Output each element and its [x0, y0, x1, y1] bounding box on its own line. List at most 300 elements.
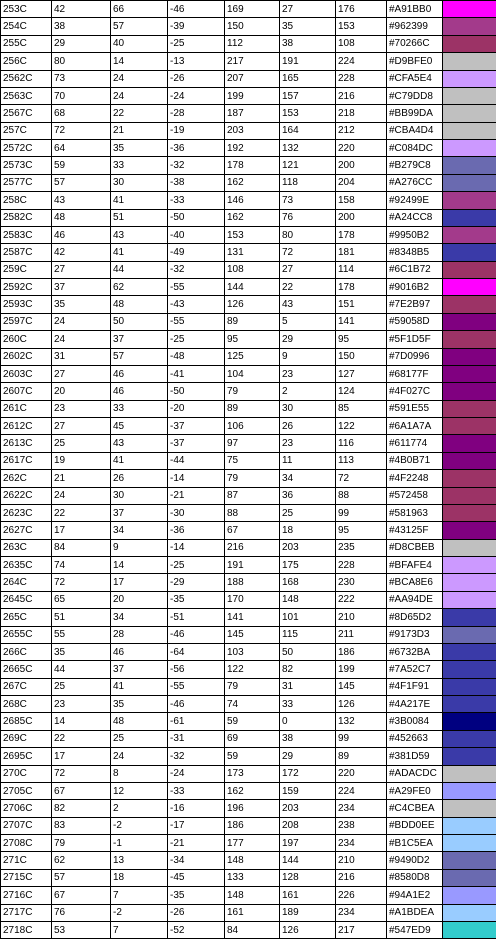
color-swatch	[443, 157, 496, 174]
table-row	[1, 35, 496, 52]
rgb-blue-cell: 204	[336, 174, 387, 191]
color-code-cell: 2617C	[1, 452, 52, 469]
hex-code-cell: #452663	[387, 730, 443, 747]
rgb-green-cell: 27	[280, 261, 336, 278]
color-swatch	[443, 383, 496, 400]
color-code-cell: 2706C	[1, 800, 52, 817]
lab-a-cell: 22	[111, 105, 168, 122]
rgb-green-cell: 132	[280, 140, 336, 157]
lab-b-cell: -40	[168, 226, 225, 243]
lab-b-cell: -32	[168, 157, 225, 174]
color-swatch	[443, 105, 496, 122]
lab-a-cell: 20	[111, 591, 168, 608]
lab-l-cell: 19	[52, 452, 111, 469]
lab-l-cell: 65	[52, 591, 111, 608]
rgb-red-cell: 104	[225, 365, 280, 382]
rgb-green-cell: 29	[280, 331, 336, 348]
rgb-red-cell: 59	[225, 713, 280, 730]
rgb-green-cell: 72	[280, 244, 336, 261]
rgb-red-cell: 145	[225, 626, 280, 643]
lab-l-cell: 51	[52, 609, 111, 626]
table-row	[1, 400, 496, 417]
rgb-blue-cell: 127	[336, 365, 387, 382]
hex-code-cell: #7A52C7	[387, 661, 443, 678]
rgb-blue-cell: 230	[336, 574, 387, 591]
lab-l-cell: 46	[52, 226, 111, 243]
hex-code-cell: #4B0B71	[387, 452, 443, 469]
lab-a-cell: 48	[111, 296, 168, 313]
rgb-red-cell: 188	[225, 574, 280, 591]
rgb-green-cell: 23	[280, 365, 336, 382]
lab-l-cell: 17	[52, 522, 111, 539]
rgb-red-cell: 144	[225, 279, 280, 296]
hex-code-cell: #7D0996	[387, 348, 443, 365]
color-swatch	[443, 522, 496, 539]
color-code-cell: 2716C	[1, 887, 52, 904]
rgb-green-cell: 26	[280, 418, 336, 435]
color-swatch	[443, 869, 496, 886]
table-row	[1, 696, 496, 713]
table-row	[1, 904, 496, 921]
lab-a-cell: 37	[111, 661, 168, 678]
color-code-cell: 257C	[1, 122, 52, 139]
rgb-red-cell: 126	[225, 296, 280, 313]
rgb-blue-cell: 234	[336, 904, 387, 921]
rgb-blue-cell: 234	[336, 835, 387, 852]
rgb-green-cell: 38	[280, 35, 336, 52]
lab-a-cell: 25	[111, 730, 168, 747]
lab-b-cell: -36	[168, 140, 225, 157]
lab-a-cell: 46	[111, 365, 168, 382]
lab-l-cell: 80	[52, 53, 111, 70]
hex-code-cell: #4A217E	[387, 696, 443, 713]
lab-l-cell: 83	[52, 817, 111, 834]
lab-b-cell: -64	[168, 643, 225, 660]
hex-code-cell: #6732BA	[387, 643, 443, 660]
color-swatch	[443, 35, 496, 52]
color-swatch	[443, 574, 496, 591]
rgb-green-cell: 121	[280, 157, 336, 174]
table-row	[1, 383, 496, 400]
color-swatch	[443, 887, 496, 904]
lab-a-cell: 12	[111, 782, 168, 799]
color-code-cell: 266C	[1, 643, 52, 660]
hex-code-cell: #BCA8E6	[387, 574, 443, 591]
rgb-green-cell: 33	[280, 696, 336, 713]
rgb-blue-cell: 220	[336, 140, 387, 157]
rgb-red-cell: 89	[225, 400, 280, 417]
color-code-cell: 264C	[1, 574, 52, 591]
table-row	[1, 626, 496, 643]
color-code-cell: 258C	[1, 192, 52, 209]
hex-code-cell: #68177F	[387, 365, 443, 382]
table-row	[1, 18, 496, 35]
color-swatch	[443, 174, 496, 191]
rgb-green-cell: 34	[280, 470, 336, 487]
lab-a-cell: 24	[111, 70, 168, 87]
lab-l-cell: 82	[52, 800, 111, 817]
hex-code-cell: #BB99DA	[387, 105, 443, 122]
lab-a-cell: 17	[111, 574, 168, 591]
color-swatch	[443, 452, 496, 469]
lab-b-cell: -55	[168, 313, 225, 330]
rgb-blue-cell: 228	[336, 557, 387, 574]
lab-a-cell: 57	[111, 348, 168, 365]
rgb-green-cell: 31	[280, 678, 336, 695]
table-row	[1, 226, 496, 243]
rgb-green-cell: 80	[280, 226, 336, 243]
color-table-body	[1, 1, 496, 939]
rgb-blue-cell: 210	[336, 609, 387, 626]
lab-l-cell: 55	[52, 626, 111, 643]
lab-b-cell: -48	[168, 348, 225, 365]
table-row	[1, 522, 496, 539]
table-row	[1, 470, 496, 487]
lab-a-cell: 24	[111, 748, 168, 765]
color-swatch	[443, 70, 496, 87]
rgb-blue-cell: 211	[336, 626, 387, 643]
rgb-green-cell: 0	[280, 713, 336, 730]
rgb-red-cell: 87	[225, 487, 280, 504]
lab-a-cell: 37	[111, 331, 168, 348]
lab-b-cell: -52	[168, 921, 225, 938]
rgb-green-cell: 191	[280, 53, 336, 70]
lab-b-cell: -51	[168, 609, 225, 626]
lab-l-cell: 73	[52, 70, 111, 87]
lab-b-cell: -37	[168, 435, 225, 452]
rgb-blue-cell: 141	[336, 313, 387, 330]
rgb-red-cell: 122	[225, 661, 280, 678]
lab-l-cell: 68	[52, 105, 111, 122]
lab-a-cell: 57	[111, 18, 168, 35]
rgb-green-cell: 208	[280, 817, 336, 834]
lab-l-cell: 25	[52, 435, 111, 452]
color-swatch	[443, 609, 496, 626]
color-swatch	[443, 470, 496, 487]
hex-code-cell: #4F2248	[387, 470, 443, 487]
lab-a-cell: 35	[111, 696, 168, 713]
lab-a-cell: 51	[111, 209, 168, 226]
color-code-cell: 2613C	[1, 435, 52, 452]
rgb-red-cell: 89	[225, 313, 280, 330]
lab-l-cell: 67	[52, 782, 111, 799]
lab-l-cell: 62	[52, 852, 111, 869]
hex-code-cell: #9950B2	[387, 226, 443, 243]
color-swatch	[443, 487, 496, 504]
table-row	[1, 140, 496, 157]
lab-l-cell: 14	[52, 713, 111, 730]
hex-code-cell: #70266C	[387, 35, 443, 52]
hex-code-cell: #D9BFE0	[387, 53, 443, 70]
rgb-blue-cell: 95	[336, 522, 387, 539]
rgb-blue-cell: 85	[336, 400, 387, 417]
lab-a-cell: 45	[111, 418, 168, 435]
color-code-cell: 2587C	[1, 244, 52, 261]
rgb-blue-cell: 212	[336, 122, 387, 139]
lab-b-cell: -34	[168, 852, 225, 869]
lab-a-cell: 46	[111, 643, 168, 660]
lab-l-cell: 44	[52, 661, 111, 678]
color-swatch	[443, 782, 496, 799]
color-code-cell: 2593C	[1, 296, 52, 313]
lab-b-cell: -35	[168, 887, 225, 904]
rgb-red-cell: 79	[225, 678, 280, 695]
color-code-cell: 2602C	[1, 348, 52, 365]
color-code-cell: 267C	[1, 678, 52, 695]
hex-code-cell: #4F027C	[387, 383, 443, 400]
color-swatch	[443, 904, 496, 921]
table-row	[1, 331, 496, 348]
rgb-green-cell: 189	[280, 904, 336, 921]
hex-code-cell: #6C1B72	[387, 261, 443, 278]
hex-code-cell: #43125F	[387, 522, 443, 539]
color-code-cell: 2572C	[1, 140, 52, 157]
color-swatch	[443, 921, 496, 938]
rgb-green-cell: 30	[280, 400, 336, 417]
table-row	[1, 261, 496, 278]
color-swatch	[443, 504, 496, 521]
hex-code-cell: #B1C5EA	[387, 835, 443, 852]
lab-b-cell: -21	[168, 487, 225, 504]
color-swatch	[443, 817, 496, 834]
rgb-blue-cell: 158	[336, 192, 387, 209]
lab-b-cell: -24	[168, 87, 225, 104]
rgb-green-cell: 159	[280, 782, 336, 799]
lab-l-cell: 27	[52, 365, 111, 382]
hex-code-cell: #BFAFE4	[387, 557, 443, 574]
lab-a-cell: 30	[111, 487, 168, 504]
hex-code-cell: #581963	[387, 504, 443, 521]
table-row	[1, 279, 496, 296]
lab-a-cell: 35	[111, 140, 168, 157]
hex-code-cell: #3B0084	[387, 713, 443, 730]
table-row	[1, 53, 496, 70]
color-code-cell: 269C	[1, 730, 52, 747]
lab-b-cell: -17	[168, 817, 225, 834]
table-row	[1, 348, 496, 365]
lab-l-cell: 79	[52, 835, 111, 852]
color-code-cell: 265C	[1, 609, 52, 626]
lab-l-cell: 35	[52, 296, 111, 313]
hex-code-cell: #962399	[387, 18, 443, 35]
rgb-blue-cell: 200	[336, 209, 387, 226]
hex-code-cell: #611774	[387, 435, 443, 452]
table-row	[1, 70, 496, 87]
lab-b-cell: -31	[168, 730, 225, 747]
color-swatch	[443, 748, 496, 765]
rgb-red-cell: 207	[225, 70, 280, 87]
color-swatch	[443, 852, 496, 869]
rgb-green-cell: 76	[280, 209, 336, 226]
color-swatch	[443, 696, 496, 713]
lab-b-cell: -32	[168, 748, 225, 765]
hex-code-cell: #9016B2	[387, 279, 443, 296]
hex-code-cell: #381D59	[387, 748, 443, 765]
hex-code-cell: #A276CC	[387, 174, 443, 191]
color-swatch	[443, 643, 496, 660]
lab-a-cell: -2	[111, 817, 168, 834]
lab-a-cell: 41	[111, 452, 168, 469]
rgb-green-cell: 175	[280, 557, 336, 574]
rgb-green-cell: 23	[280, 435, 336, 452]
lab-a-cell: 14	[111, 53, 168, 70]
lab-l-cell: 22	[52, 730, 111, 747]
hex-code-cell: #B279C8	[387, 157, 443, 174]
lab-b-cell: -26	[168, 70, 225, 87]
rgb-red-cell: 67	[225, 522, 280, 539]
rgb-red-cell: 217	[225, 53, 280, 70]
rgb-blue-cell: 95	[336, 331, 387, 348]
rgb-green-cell: 165	[280, 70, 336, 87]
rgb-red-cell: 112	[225, 35, 280, 52]
rgb-red-cell: 162	[225, 782, 280, 799]
lab-a-cell: 26	[111, 470, 168, 487]
lab-l-cell: 43	[52, 192, 111, 209]
rgb-red-cell: 203	[225, 122, 280, 139]
rgb-green-cell: 126	[280, 921, 336, 938]
lab-a-cell: 7	[111, 921, 168, 938]
color-code-cell: 254C	[1, 18, 52, 35]
rgb-red-cell: 131	[225, 244, 280, 261]
color-swatch	[443, 226, 496, 243]
table-row	[1, 122, 496, 139]
rgb-red-cell: 150	[225, 18, 280, 35]
color-swatch	[443, 348, 496, 365]
rgb-red-cell: 108	[225, 261, 280, 278]
table-row	[1, 105, 496, 122]
rgb-blue-cell: 124	[336, 383, 387, 400]
lab-a-cell: 34	[111, 522, 168, 539]
color-swatch	[443, 418, 496, 435]
rgb-red-cell: 192	[225, 140, 280, 157]
table-row	[1, 748, 496, 765]
lab-b-cell: -33	[168, 782, 225, 799]
lab-b-cell: -41	[168, 365, 225, 382]
lab-b-cell: -20	[168, 400, 225, 417]
color-code-cell: 2607C	[1, 383, 52, 400]
color-swatch	[443, 192, 496, 209]
rgb-blue-cell: 220	[336, 765, 387, 782]
lab-a-cell: 41	[111, 678, 168, 695]
rgb-red-cell: 141	[225, 609, 280, 626]
color-swatch	[443, 730, 496, 747]
rgb-red-cell: 148	[225, 887, 280, 904]
lab-b-cell: -46	[168, 626, 225, 643]
hex-code-cell: #A91BB0	[387, 1, 443, 18]
lab-l-cell: 27	[52, 261, 111, 278]
rgb-red-cell: 169	[225, 1, 280, 18]
lab-l-cell: 25	[52, 678, 111, 695]
rgb-blue-cell: 222	[336, 591, 387, 608]
rgb-green-cell: 38	[280, 730, 336, 747]
color-code-cell: 2708C	[1, 835, 52, 852]
lab-a-cell: 66	[111, 1, 168, 18]
rgb-blue-cell: 234	[336, 800, 387, 817]
color-code-cell: 270C	[1, 765, 52, 782]
color-code-cell: 2627C	[1, 522, 52, 539]
table-row	[1, 418, 496, 435]
rgb-red-cell: 95	[225, 331, 280, 348]
hex-code-cell: #6A1A7A	[387, 418, 443, 435]
table-row	[1, 643, 496, 660]
color-code-cell: 271C	[1, 852, 52, 869]
hex-code-cell: #CBA4D4	[387, 122, 443, 139]
rgb-red-cell: 162	[225, 209, 280, 226]
table-row	[1, 174, 496, 191]
rgb-red-cell: 153	[225, 226, 280, 243]
rgb-red-cell: 75	[225, 452, 280, 469]
lab-b-cell: -46	[168, 696, 225, 713]
table-row	[1, 852, 496, 869]
lab-l-cell: 76	[52, 904, 111, 921]
color-swatch	[443, 331, 496, 348]
color-code-cell: 2563C	[1, 87, 52, 104]
rgb-blue-cell: 145	[336, 678, 387, 695]
lab-l-cell: 27	[52, 418, 111, 435]
rgb-green-cell: 203	[280, 539, 336, 556]
lab-l-cell: 84	[52, 539, 111, 556]
lab-l-cell: 48	[52, 209, 111, 226]
table-row	[1, 157, 496, 174]
hex-code-cell: #591E55	[387, 400, 443, 417]
rgb-green-cell: 161	[280, 887, 336, 904]
rgb-red-cell: 59	[225, 748, 280, 765]
color-code-cell: 2665C	[1, 661, 52, 678]
lab-l-cell: 31	[52, 348, 111, 365]
color-code-cell: 2645C	[1, 591, 52, 608]
rgb-red-cell: 125	[225, 348, 280, 365]
hex-code-cell: #94A1E2	[387, 887, 443, 904]
color-swatch	[443, 626, 496, 643]
lab-l-cell: 21	[52, 470, 111, 487]
lab-a-cell: 48	[111, 713, 168, 730]
table-row	[1, 557, 496, 574]
color-code-cell: 2718C	[1, 921, 52, 938]
color-swatch	[443, 122, 496, 139]
lab-a-cell: 37	[111, 504, 168, 521]
lab-a-cell: 28	[111, 626, 168, 643]
lab-a-cell: 43	[111, 226, 168, 243]
rgb-blue-cell: 216	[336, 869, 387, 886]
lab-b-cell: -43	[168, 296, 225, 313]
lab-l-cell: 64	[52, 140, 111, 157]
lab-b-cell: -56	[168, 661, 225, 678]
lab-a-cell: 7	[111, 887, 168, 904]
lab-l-cell: 37	[52, 279, 111, 296]
rgb-green-cell: 172	[280, 765, 336, 782]
rgb-green-cell: 50	[280, 643, 336, 660]
color-swatch	[443, 1, 496, 18]
color-swatch	[443, 713, 496, 730]
hex-code-cell: #BDD0EE	[387, 817, 443, 834]
rgb-red-cell: 103	[225, 643, 280, 660]
hex-code-cell: #92499E	[387, 192, 443, 209]
color-code-cell: 262C	[1, 470, 52, 487]
color-code-cell: 2592C	[1, 279, 52, 296]
table-row	[1, 678, 496, 695]
table-row	[1, 435, 496, 452]
lab-l-cell: 67	[52, 887, 111, 904]
rgb-blue-cell: 113	[336, 452, 387, 469]
rgb-green-cell: 11	[280, 452, 336, 469]
lab-l-cell: 24	[52, 331, 111, 348]
color-code-cell: 2567C	[1, 105, 52, 122]
color-swatch	[443, 400, 496, 417]
lab-a-cell: 46	[111, 383, 168, 400]
lab-a-cell: 21	[111, 122, 168, 139]
color-swatch	[443, 209, 496, 226]
rgb-red-cell: 199	[225, 87, 280, 104]
